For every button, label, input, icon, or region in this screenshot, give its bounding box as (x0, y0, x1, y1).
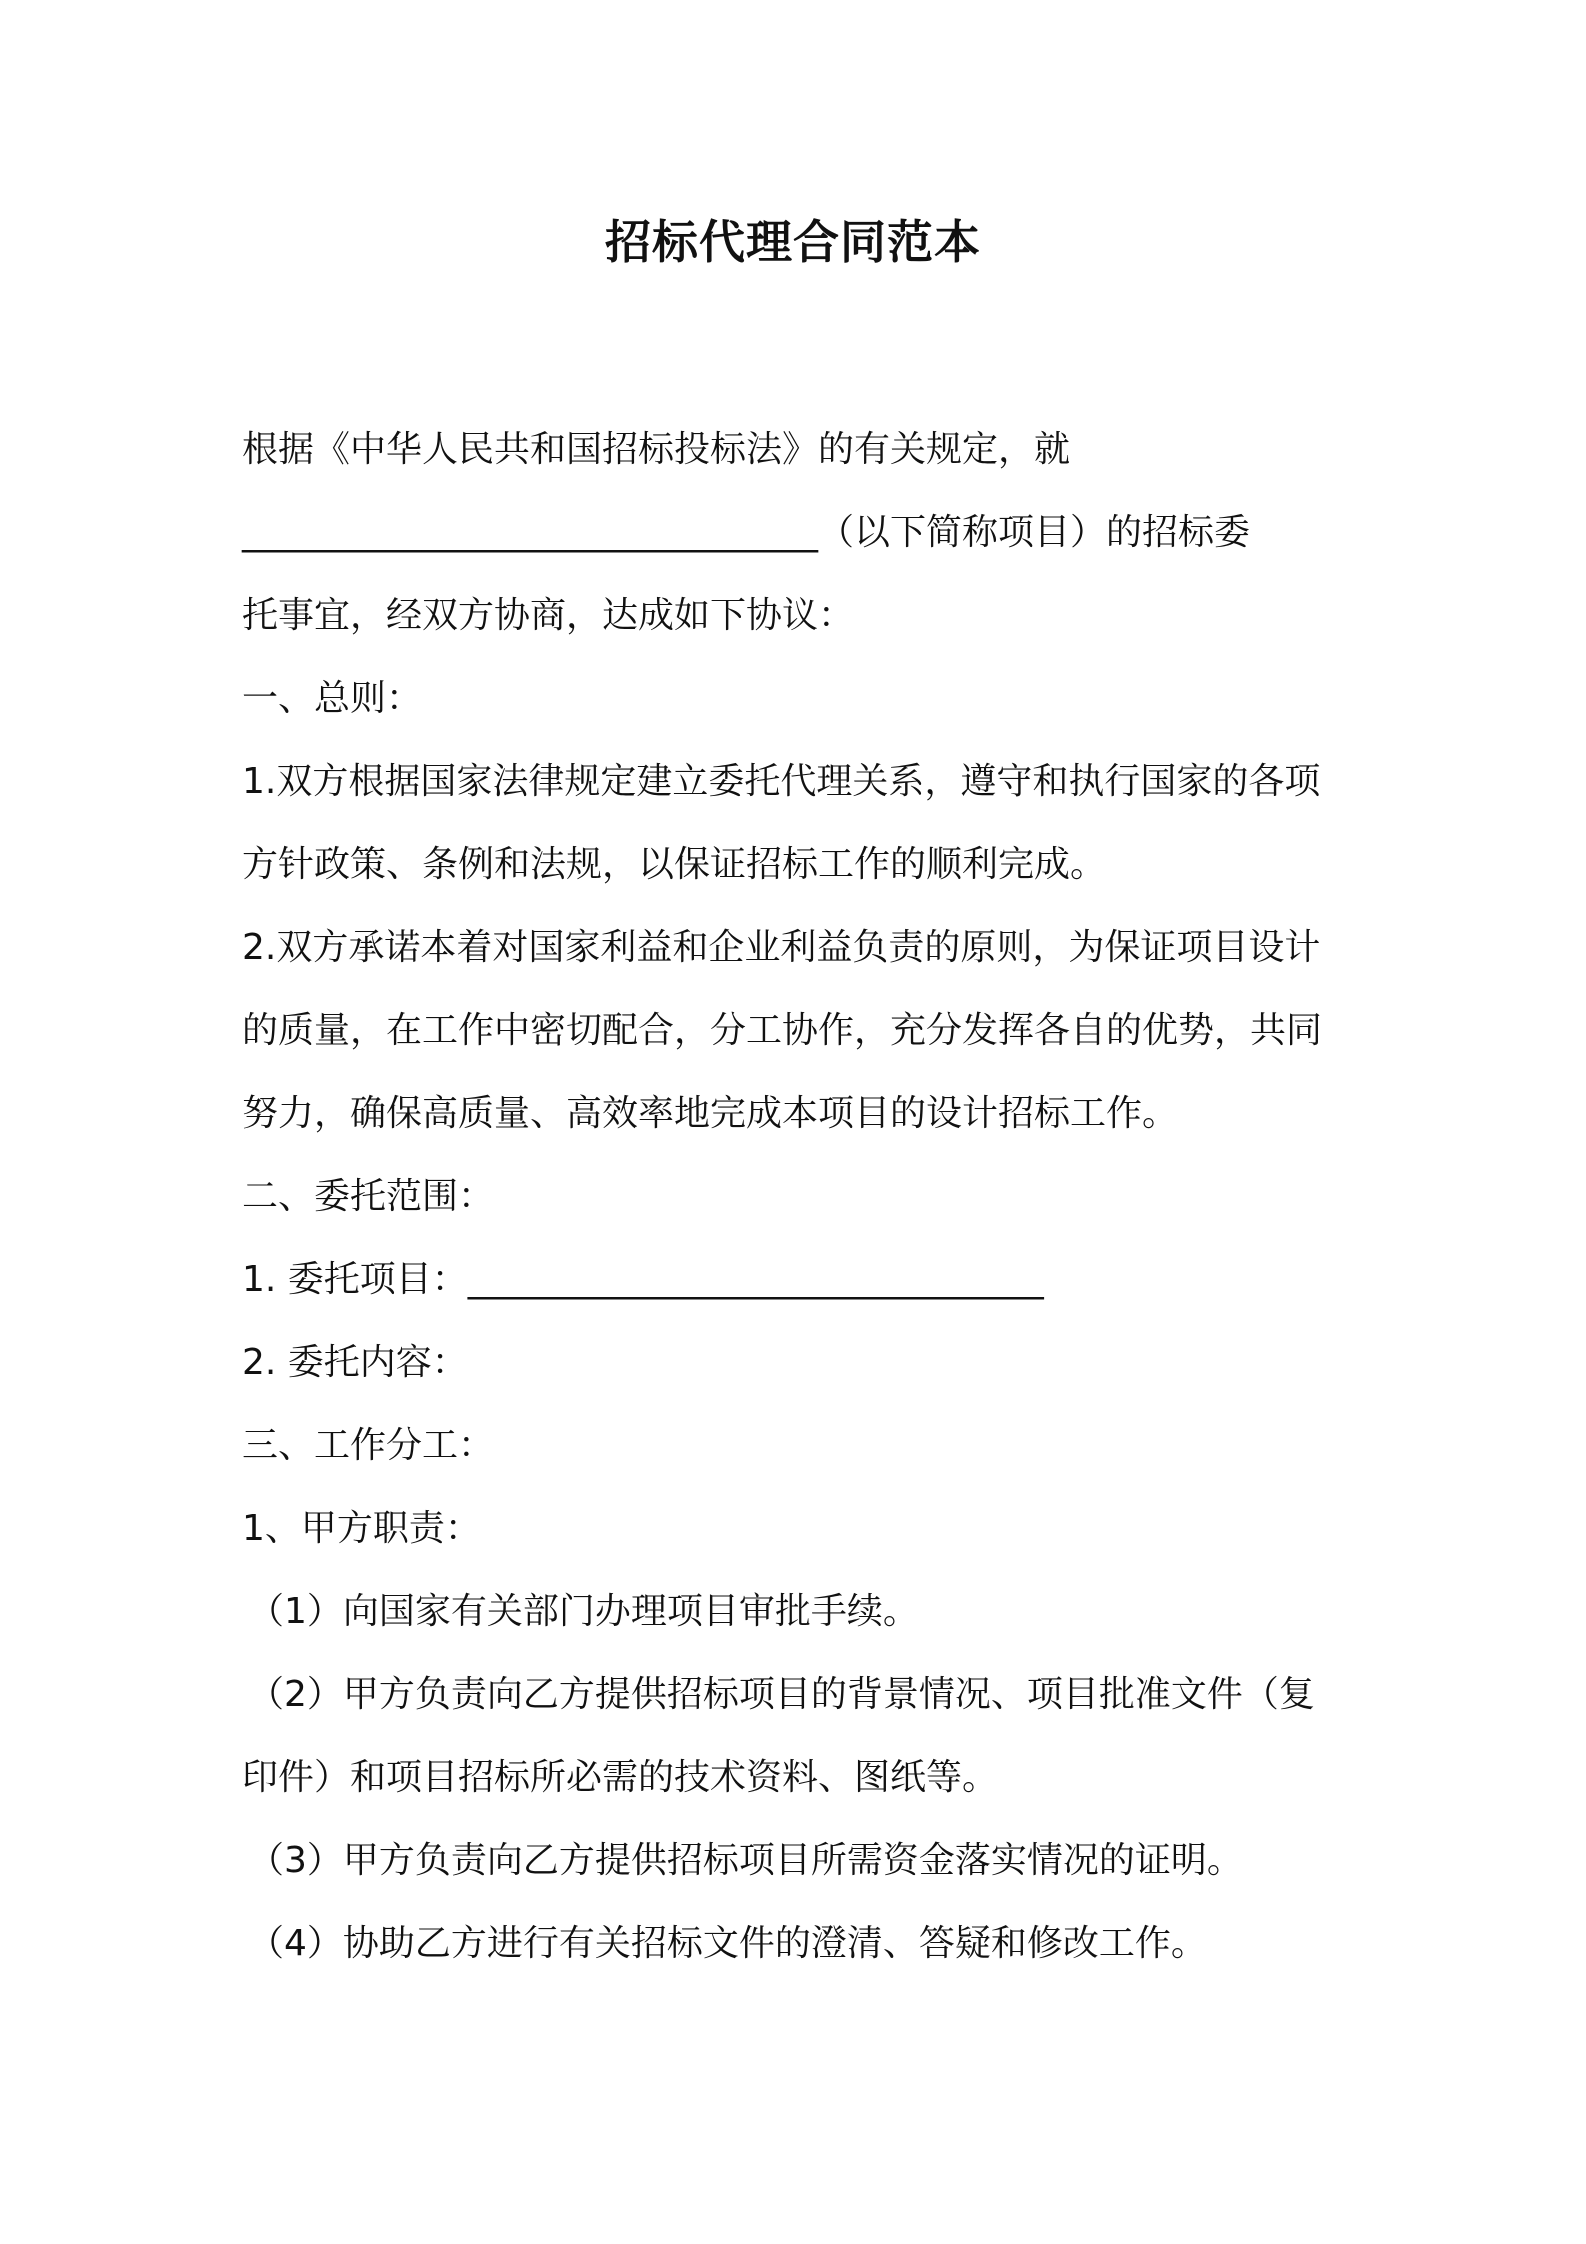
document-body (242, 408, 1362, 1985)
list-item: 1. 委托项目：________________________________ (242, 1259, 1044, 1300)
list-item: （3）甲方负责向乙方提供招标项目所需资金落实情况的证明。 (248, 1840, 1243, 1881)
list-item: 2. 委托内容： (242, 1342, 468, 1383)
paragraph-line: 1.双方根据国家法律规定建立委托代理关系，遵守和执行国家的各项 (242, 761, 1321, 802)
paragraph-line: 的质量，在工作中密切配合，分工协作，充分发挥各自的优势，共同 (242, 1010, 1323, 1051)
paragraph-line: 印件）和项目招标所必需的技术资料、图纸等。 (242, 1757, 999, 1798)
paragraph-line: ________________________________（以下简称项目）的招标委 (242, 512, 1251, 553)
subsection-heading: 1、甲方职责： (242, 1508, 481, 1549)
paragraph-line: 托事宜，经双方协商，达成如下协议： (242, 595, 855, 636)
list-item: （2）甲方负责向乙方提供招标项目的背景情况、项目批准文件（复 (248, 1674, 1315, 1715)
document-title: 招标代理合同范本 (605, 215, 981, 269)
section-heading: 三、工作分工： (242, 1425, 495, 1466)
paragraph-line: 根据《中华人民共和国招标投标法》的有关规定，就 (242, 429, 1071, 470)
paragraph-line: 2.双方承诺本着对国家利益和企业利益负责的原则，为保证项目设计 (242, 927, 1321, 968)
paragraph-line: 方针政策、条例和法规，以保证招标工作的顺利完成。 (242, 844, 1107, 885)
section-heading: 二、委托范围： (242, 1176, 495, 1217)
list-item: （1）向国家有关部门办理项目审批手续。 (248, 1591, 919, 1632)
list-item: （4）协助乙方进行有关招标文件的澄清、答疑和修改工作。 (248, 1923, 1207, 1964)
paragraph-line: 努力，确保高质量、高效率地完成本项目的设计招标工作。 (242, 1093, 1179, 1134)
section-heading: 一、总则： (242, 678, 423, 719)
